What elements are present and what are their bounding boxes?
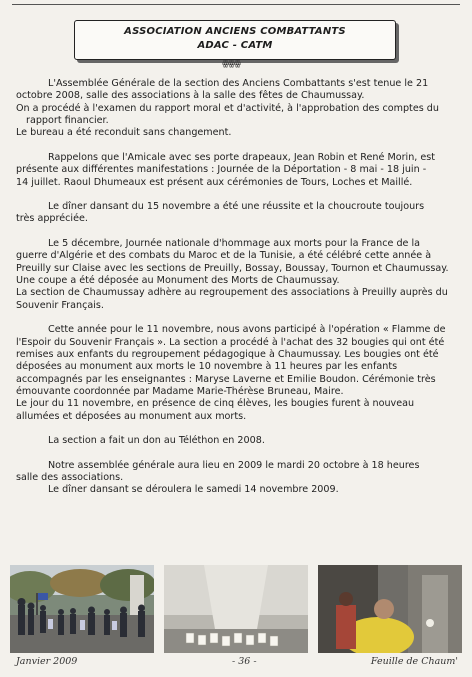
text-line: très appréciée. bbox=[16, 213, 88, 225]
text-line: déposées au monument aux morts le 10 novembre à 11 heures par les enfants bbox=[16, 361, 398, 373]
paragraph-5-decembre bbox=[16, 238, 454, 312]
text-line: Rappelons que l'Amicale avec ses porte drapeaux, Jean Robin et René Morin, est bbox=[48, 151, 436, 163]
header-ornament: ꙮꙮꙮ bbox=[222, 59, 241, 68]
photo-ceremony-crowd bbox=[10, 565, 154, 653]
text-line: remises aux enfants du regroupement pédagogique à Chaumussay. Les bougies ont été bbox=[16, 348, 439, 360]
text-line: allumées et déposées au monument aux morts. bbox=[16, 410, 247, 422]
paragraph-11-novembre bbox=[16, 324, 454, 423]
text-line: Le dîner dansant se déroulera le samedi 14 novembre 2009. bbox=[48, 484, 339, 496]
text-line: l'Espoir du Souvenir Français ». La section a procédé à l'achat des 32 bougies qui ont été bbox=[16, 336, 445, 348]
page-footer bbox=[16, 656, 458, 670]
photo-candle-laying bbox=[318, 565, 462, 653]
header-title: ASSOCIATION ANCIENS COMBATTANTS bbox=[124, 26, 346, 37]
text-line: Le 5 décembre, Journée nationale d'hommage aux morts pour la France de la bbox=[48, 238, 421, 249]
text-line: On a procédé à l'examen du rapport moral et d'activité, à l'approbation des comptes du bbox=[16, 102, 439, 114]
paragraph-assemblee bbox=[16, 78, 454, 140]
paragraph-amicale bbox=[16, 152, 454, 189]
paragraph-diner bbox=[16, 201, 454, 226]
text-line: L'Assemblée Générale de la section des Anciens Combattants s'est tenue le 21 bbox=[48, 78, 429, 89]
text-line: Une coupe a été déposée au Monument des Morts de Chaumussay. bbox=[16, 275, 340, 287]
footer-date: Janvier 2009 bbox=[16, 656, 78, 667]
text-line: présente aux différentes manifestations : Journée de la Déportation - 8 mai - 18 juin - bbox=[16, 164, 427, 176]
text-line: guerre d'Algérie et des combats du Maroc et de la Tunisie, a été célébré cette année à bbox=[16, 250, 432, 262]
text-line: Souvenir Français. bbox=[16, 299, 104, 311]
text-line: octobre 2008, salle des associations à la salle des fêtes de Chaumussay. bbox=[16, 90, 365, 102]
text-line: Le dîner dansant du 15 novembre a été une réussite et la choucroute toujours bbox=[48, 201, 425, 213]
text-line: Preuilly sur Claise avec les sections de Preuilly, Bossay, Boussay, Tournon et Chaumussay. bbox=[16, 262, 449, 274]
paragraph-2009 bbox=[16, 460, 454, 497]
article-body bbox=[16, 78, 454, 509]
footer-page-number: - 36 - bbox=[232, 656, 257, 667]
text-line: rapport financier. bbox=[26, 115, 109, 127]
text-line: Le bureau a été reconduit sans changement. bbox=[16, 127, 232, 139]
text-line: accompagnés par les enseignantes : Maryse Laverne et Emilie Boudon. Cérémonie très bbox=[16, 373, 436, 385]
footer-publication: Feuille de Chaum' bbox=[370, 656, 458, 667]
text-line: salle des associations. bbox=[16, 472, 124, 484]
header-box bbox=[74, 20, 396, 60]
text-line: émouvante coordonnée par Madame Marie-Thérèse Bruneau, Maire. bbox=[16, 385, 344, 397]
text-line: 14 juillet. Raoul Dhumeaux est présent aux cérémonies de Tours, Loches et Maillé. bbox=[16, 176, 413, 188]
header-subtitle: ADAC - CATM bbox=[197, 40, 273, 51]
photo-strip bbox=[0, 565, 472, 653]
text-line: Le jour du 11 novembre, en présence de cinq élèves, les bougies furent à nouveau bbox=[16, 398, 415, 410]
paragraph-telethon bbox=[16, 435, 454, 447]
top-rule bbox=[12, 4, 460, 5]
photo-candles-monument bbox=[164, 565, 308, 653]
text-line: La section a fait un don au Téléthon en 2008. bbox=[48, 435, 265, 447]
text-line: La section de Chaumussay adhère au regroupement des associations à Preuilly auprès du bbox=[16, 287, 448, 299]
text-line: Notre assemblée générale aura lieu en 2009 le mardi 20 octobre à 18 heures bbox=[48, 459, 420, 471]
text-line: Cette année pour le 11 novembre, nous avons participé à l'opération « Flamme de bbox=[48, 324, 446, 336]
